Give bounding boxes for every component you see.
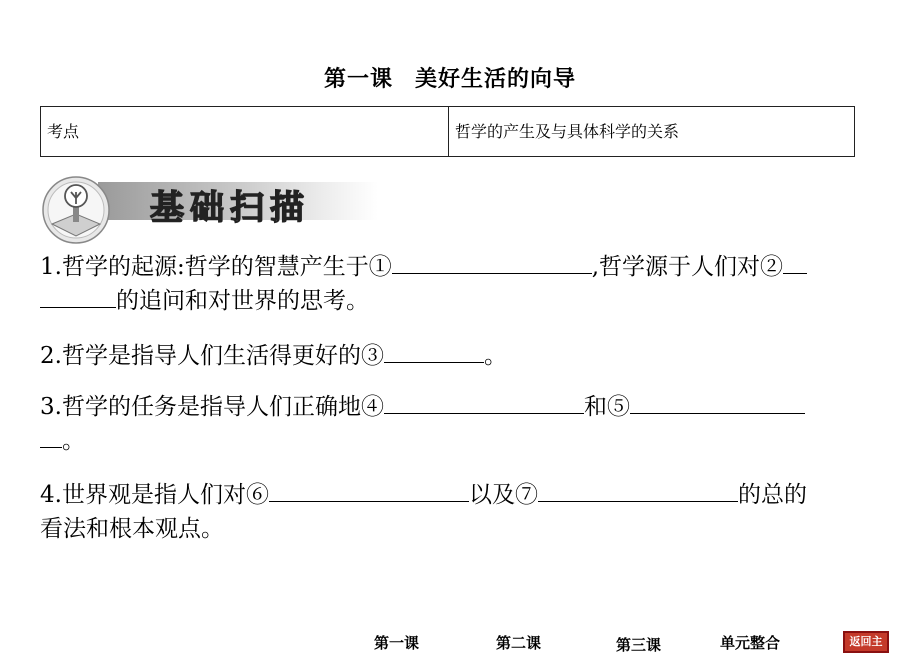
answer-blank-6[interactable]	[269, 479, 469, 502]
question-4	[40, 478, 840, 546]
q1-suffix: 的追问和对世界的思考。	[116, 288, 369, 314]
question-2	[40, 339, 840, 373]
banner-title: 基础扫描	[150, 188, 310, 228]
lesson-number: 第一课	[323, 67, 393, 92]
answer-blank-2[interactable]	[783, 251, 807, 274]
table-label-cell: 考点	[41, 107, 449, 156]
nav-unit-summary[interactable]: 单元整合	[720, 634, 781, 652]
nav-lesson-3[interactable]: 第三课	[616, 636, 662, 654]
sprout-emblem-icon	[40, 174, 116, 250]
q3-mid: 和⑤	[583, 394, 630, 420]
answer-blank-4[interactable]	[384, 391, 584, 414]
answer-blank-5-cont[interactable]	[40, 425, 62, 448]
nav-lesson-2[interactable]: 第二课	[496, 634, 542, 652]
table-value-cell: 哲学的产生及与具体科学的关系	[455, 122, 680, 141]
q4-mid: 以及⑦	[468, 482, 538, 508]
question-3	[40, 390, 840, 458]
q1-prefix: 1.哲学的起源:哲学的智慧产生于①	[40, 254, 392, 280]
q2-suffix: 。	[483, 343, 507, 369]
q3-prefix: 3.哲学的任务是指导人们正确地④	[40, 394, 384, 420]
page-title	[0, 62, 900, 93]
lesson-topic: 美好生活的向导	[415, 67, 577, 92]
answer-blank-2-cont[interactable]	[40, 285, 116, 308]
q4-suffix-line1: 的总的	[737, 482, 807, 508]
q2-prefix: 2.哲学是指导人们生活得更好的③	[40, 343, 384, 369]
answer-blank-1[interactable]	[392, 251, 592, 274]
q4-prefix: 4.世界观是指人们对⑥	[40, 482, 269, 508]
q3-suffix: 。	[62, 428, 85, 454]
home-button[interactable]: 返回主页	[843, 631, 889, 653]
nav-lesson-1[interactable]: 第一课	[374, 634, 420, 652]
q1-mid: ,哲学源于人们对②	[591, 254, 784, 280]
answer-blank-3[interactable]	[384, 340, 484, 363]
answer-blank-5[interactable]	[630, 391, 805, 414]
section-banner	[40, 174, 370, 254]
answer-blank-7[interactable]	[538, 479, 738, 502]
question-1	[40, 250, 840, 318]
exam-point-table	[40, 106, 855, 157]
q4-suffix-line2: 看法和根本观点。	[40, 516, 224, 542]
